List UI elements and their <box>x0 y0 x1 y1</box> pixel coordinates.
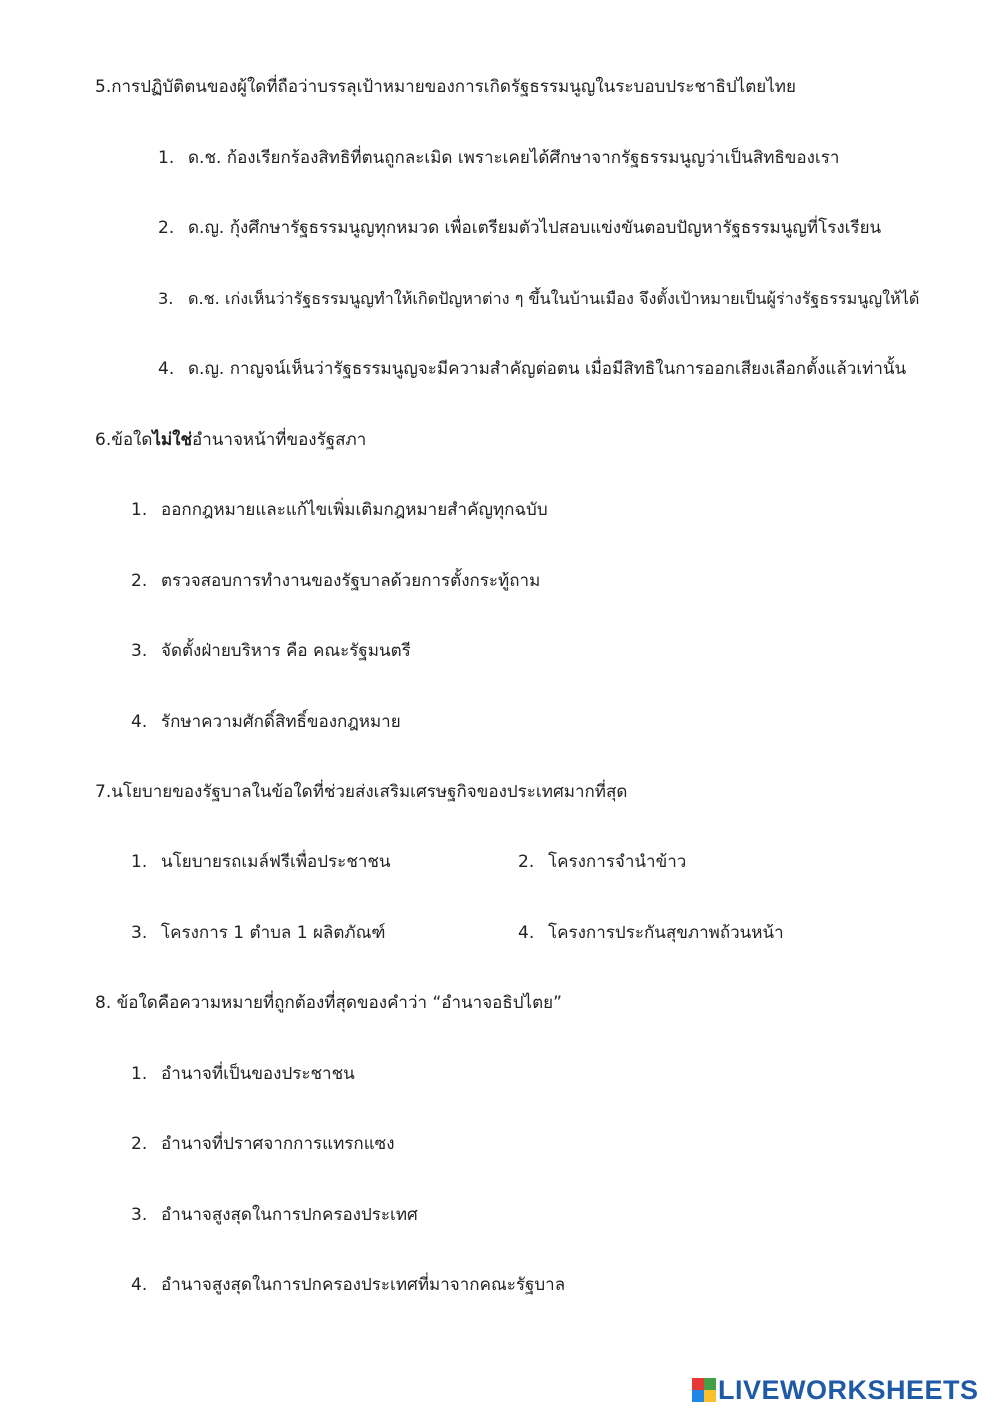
question-7-option-1[interactable] <box>131 851 391 873</box>
question-6-stem-suffix: อำนาจหน้าที่ของรัฐสภา <box>192 430 367 450</box>
option-text: โครงการประกันสุขภาพถ้วนหน้า <box>548 923 784 943</box>
question-6-stem <box>95 429 366 451</box>
option-text: อำนาจสูงสุดในการปกครองประเทศที่มาจากคณะรัฐบาล <box>161 1275 566 1295</box>
question-6-stem-emphasis: ไม่ใช่ <box>152 430 193 450</box>
option-number: 3. <box>158 289 174 308</box>
question-7-option-3[interactable] <box>131 922 385 944</box>
question-6-option-1[interactable] <box>131 499 548 521</box>
question-5-stem: 5.การปฏิบัติตนของผู้ใดที่ถือว่าบรรลุเป้าหมายของการเกิดรัฐธรรมนูญในระบอบประชาธิปไตยไทย <box>95 77 796 97</box>
option-number: 1. <box>131 852 148 872</box>
question-6-option-4[interactable] <box>131 711 401 733</box>
question-5-option-3[interactable] <box>158 288 919 310</box>
option-number: 4. <box>131 712 148 732</box>
logo-tile-blue <box>692 1390 704 1402</box>
logo-tile-red <box>692 1378 704 1390</box>
option-text: โครงการ 1 ตำบล 1 ผลิตภัณฑ์ <box>161 923 386 943</box>
option-text: อำนาจสูงสุดในการปกครองประเทศ <box>161 1205 418 1225</box>
liveworksheets-logo <box>692 1372 979 1408</box>
logo-tile-green <box>704 1378 716 1390</box>
option-number: 2. <box>131 1134 148 1154</box>
option-text: จัดตั้งฝ่ายบริหาร คือ คณะรัฐมนตรี <box>161 641 411 661</box>
question-6-option-2[interactable] <box>131 570 540 592</box>
option-number: 2. <box>131 571 148 591</box>
logo-text: LIVEWORKSHEETS <box>718 1374 979 1405</box>
question-8-option-4[interactable] <box>131 1274 565 1296</box>
option-text: ด.ญ. กุ้งศึกษารัฐธรรมนูญทุกหมวด เพื่อเตรียมตัวไปสอบแข่งขันตอบปัญหารัฐธรรมนูญที่โรงเรียน <box>188 218 882 238</box>
question-6-stem-prefix: 6.ข้อใด <box>95 430 153 450</box>
question-7-option-4[interactable] <box>518 922 784 944</box>
option-number: 2. <box>518 852 535 872</box>
option-number: 3. <box>131 641 148 661</box>
option-text: รักษาความศักดิ์สิทธิ์ของกฎหมาย <box>161 712 401 732</box>
option-number: 3. <box>131 923 148 943</box>
question-6-option-3[interactable] <box>131 640 411 662</box>
logo-grid-icon <box>692 1378 716 1402</box>
option-text: ออกกฎหมายและแก้ไขเพิ่มเติมกฎหมายสำคัญทุกฉบับ <box>161 500 548 520</box>
question-8-option-3[interactable] <box>131 1204 418 1226</box>
question-5-option-1[interactable] <box>158 147 839 169</box>
option-text: โครงการจำนำข้าว <box>548 852 687 872</box>
question-8-option-2[interactable] <box>131 1133 395 1155</box>
option-text: ด.ญ. กาญจน์เห็นว่ารัฐธรรมนูญจะมีความสำคัญต่อตน เมื่อมีสิทธิในการออกเสียงเลือกตั้งแล้วเท่านั้น <box>188 359 907 379</box>
option-text: ด.ช. เก่งเห็นว่ารัฐธรรมนูญทำให้เกิดปัญหาต่าง ๆ ขึ้นในบ้านเมือง จึงตั้งเป้าหมายเป็นผู้ร่างรัฐธรรมนูญให้ได้ <box>188 289 920 308</box>
option-number: 1. <box>131 1064 148 1084</box>
option-text: นโยบายรถเมล์ฟรีเพื่อประชาชน <box>161 852 391 872</box>
question-8-stem: 8. ข้อใดคือความหมายที่ถูกต้องที่สุดของคำว่า “อำนาจอธิปไตย” <box>95 993 562 1013</box>
option-number: 4. <box>131 1275 148 1295</box>
option-number: 3. <box>131 1205 148 1225</box>
option-text: อำนาจที่ปราศจากการแทรกแซง <box>161 1134 395 1154</box>
option-number: 1. <box>158 148 175 168</box>
option-number: 2. <box>158 218 175 238</box>
question-5-option-2[interactable] <box>158 217 881 239</box>
option-number: 4. <box>158 359 175 379</box>
option-text: ตรวจสอบการทำงานของรัฐบาลด้วยการตั้งกระทู้ถาม <box>161 571 541 591</box>
option-number: 4. <box>518 923 535 943</box>
question-7-stem: 7.นโยบายของรัฐบาลในข้อใดที่ช่วยส่งเสริมเศรษฐกิจของประเทศมากที่สุด <box>95 782 628 802</box>
question-8-option-1[interactable] <box>131 1063 355 1085</box>
question-7-option-2[interactable] <box>518 851 686 873</box>
option-text: ด.ช. ก้องเรียกร้องสิทธิที่ตนถูกละเมิด เพราะเคยได้ศึกษาจากรัฐธรรมนูญว่าเป็นสิทธิของเรา <box>188 148 840 168</box>
option-text: อำนาจที่เป็นของประชาชน <box>161 1064 355 1084</box>
question-5-option-4[interactable] <box>158 358 906 380</box>
option-number: 1. <box>131 500 148 520</box>
logo-tile-yellow <box>704 1390 716 1402</box>
